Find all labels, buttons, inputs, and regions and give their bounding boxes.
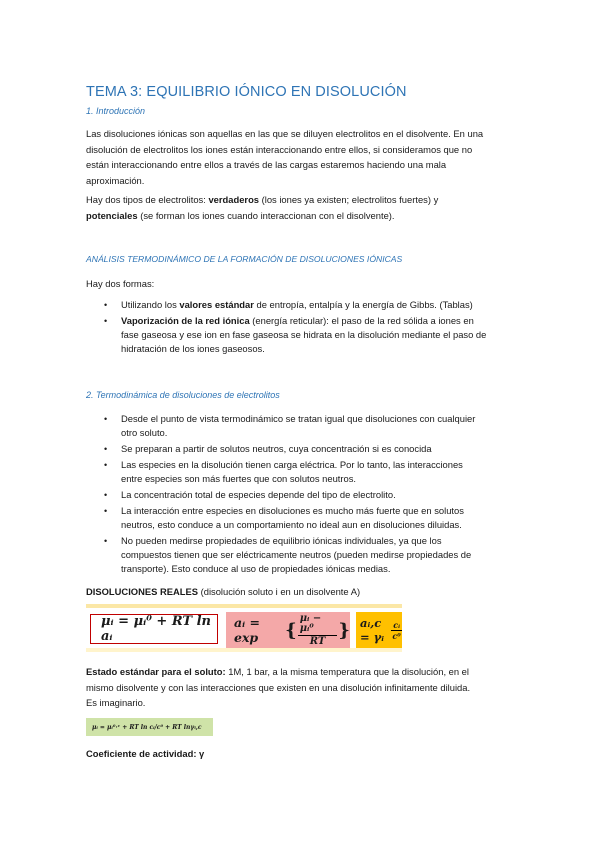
list-item-text: neutros, esto conduce a un comportamiento no ideal aun en disoluciones diluidas. xyxy=(121,519,462,530)
fraction-numerator: μᵢ − μᵢ⁰ xyxy=(298,614,338,636)
activity-formula xyxy=(226,612,350,648)
list-item-text: fase gaseosa y ese ion en fase gaseosa se hidrata en la disolución mediante el paso de xyxy=(121,329,487,340)
intro-line: Las disoluciones iónicas son aquellas en las que se diluyen electrolitos en el disolvente. En una xyxy=(86,128,484,139)
types-line-1 xyxy=(86,192,516,208)
formula-text: aᵢ = exp xyxy=(234,615,260,645)
list-item-text: compuestos tienen que ser eléctricamente neutros (pueden medirse propiedades de xyxy=(121,549,472,560)
list-item-text: No pueden medirse propiedades de equilibrio iónicas individuales, ya que los xyxy=(121,535,442,546)
fraction xyxy=(391,621,402,640)
term-estado-estandar: Estado estándar para el soluto: xyxy=(86,666,226,677)
list-item-text: transporte). Esto conduce al uso de propiedades iónicas medias. xyxy=(121,563,391,574)
list-item-text xyxy=(121,298,486,312)
text-run: Utilizando los xyxy=(121,299,180,310)
bullet-icon: • xyxy=(104,414,108,424)
list-item xyxy=(104,458,475,486)
forms-list xyxy=(104,298,486,356)
text-run: 1M, 1 bar, a la misma temperatura que la disolución, en el xyxy=(225,666,469,677)
intro-line: disolución de electrolitos los iones están interaccionando entre ellos, si consideramos que no xyxy=(86,143,473,155)
highlight-strip xyxy=(86,604,402,608)
solute-potential-formula: μᵢ = μᵢ⁰·ᶜ + RT ln cᵢ/c⁰ + RT lnγᵢ,c xyxy=(86,718,213,736)
text-run: (energía reticular): el paso de la red sólida a iones en xyxy=(249,315,474,326)
bullet-icon: • xyxy=(104,490,108,500)
brace-left-icon: { xyxy=(285,619,297,641)
text-run: (disolución soluto i en un disolvente A) xyxy=(198,586,361,597)
list-item-text: Las especies en la disolución tienen carga eléctrica. Por lo tanto, las interacciones xyxy=(121,459,463,470)
types-line-2 xyxy=(86,208,516,224)
brace-right-icon: } xyxy=(338,619,350,641)
activity-coefficient-heading: Coeficiente de actividad: γ xyxy=(86,748,205,759)
intro-paragraph xyxy=(86,126,516,188)
intro-line: están interaccionando entre ellos a través de las cargas estaremos haciendo una mala xyxy=(86,159,447,170)
chemical-potential-formula: μᵢ = μᵢ⁰ + RT ln aᵢ xyxy=(90,614,218,644)
bullet-icon: • xyxy=(104,460,108,470)
analysis-heading: ANÁLISIS TERMODINÁMICO DE LA FORMACIÓN DE DISOLUCIONES IÓNICAS xyxy=(86,254,403,264)
bullet-icon: • xyxy=(104,506,108,516)
section-heading-introduccion: 1. Introducción xyxy=(86,106,146,116)
formula-band xyxy=(86,604,402,652)
list-item xyxy=(104,488,475,502)
standard-line-3: Es imaginario. xyxy=(86,697,146,708)
intro-line: aproximación. xyxy=(86,174,145,186)
list-item-text: Desde el punto de vista termodinámico se tratan igual que disoluciones con cualquier xyxy=(121,413,476,424)
list-item xyxy=(104,412,475,440)
activity-concentration-formula xyxy=(356,612,402,648)
term-potenciales: potenciales xyxy=(86,209,138,221)
highlight-strip xyxy=(86,648,402,652)
list-item xyxy=(104,298,486,312)
fraction-denominator: RT xyxy=(309,635,326,647)
text-run: (se forman los iones cuando interaccionan con el disolvente). xyxy=(137,209,395,221)
real-solutions-heading xyxy=(86,584,516,600)
list-item-text: La concentración total de especies depende del tipo de electrolito. xyxy=(121,489,396,500)
term-valores-estandar: valores estándar xyxy=(179,299,254,310)
text-run: Hay dos tipos de electrolitos: xyxy=(86,194,209,205)
list-item-text: La interacción entre especies en disoluciones es mucho más fuerte que en solutos xyxy=(121,505,464,516)
standard-line-1 xyxy=(86,664,516,680)
bullet-icon: • xyxy=(104,536,108,546)
list-item xyxy=(104,504,475,532)
fraction xyxy=(298,614,338,647)
list-item-text xyxy=(121,314,486,328)
standard-state-paragraph xyxy=(86,664,516,711)
list-item-text: hidratación de los iones gaseosos. xyxy=(121,343,265,354)
list-item xyxy=(104,534,475,576)
fraction-numerator: cᵢ xyxy=(393,619,400,630)
two-forms-text: Hay dos formas: xyxy=(86,278,155,289)
bullet-icon: • xyxy=(104,316,108,326)
bullet-icon: • xyxy=(104,444,108,454)
list-item-text: Se preparan a partir de solutos neutros, cuya concentración si es conocida xyxy=(121,443,432,454)
text-run: (los iones ya existen; electrolitos fuertes) y xyxy=(259,194,439,205)
list-item xyxy=(104,314,486,356)
fraction-denominator: c⁰ xyxy=(392,630,401,641)
term-vaporizacion: Vaporización de la red iónica xyxy=(121,315,250,326)
term-disoluciones-reales: DISOLUCIONES REALES xyxy=(86,586,198,597)
thermo-list xyxy=(104,412,475,576)
text-run: de entropía, entalpía y la energía de Gibbs. (Tablas) xyxy=(253,299,473,310)
page-title: TEMA 3: EQUILIBRIO IÓNICO EN DISOLUCIÓN xyxy=(86,84,407,100)
term-verdaderos: verdaderos xyxy=(208,194,260,205)
section-heading-termodinamica: 2. Termodinámica de disoluciones de electrolitos xyxy=(86,390,280,400)
electrolyte-types-paragraph xyxy=(86,192,516,223)
list-item-text: otro soluto. xyxy=(121,427,168,438)
formula-text: aᵢ,c = γᵢ xyxy=(360,616,384,644)
standard-line-2: mismo disolvente y con las interacciones que existen en una disolución infinitamente diluida. xyxy=(86,681,471,693)
list-item-text: entre especies son más fuertes que con solutos neutros. xyxy=(121,473,357,484)
list-item xyxy=(104,442,475,456)
bullet-icon: • xyxy=(104,300,108,310)
